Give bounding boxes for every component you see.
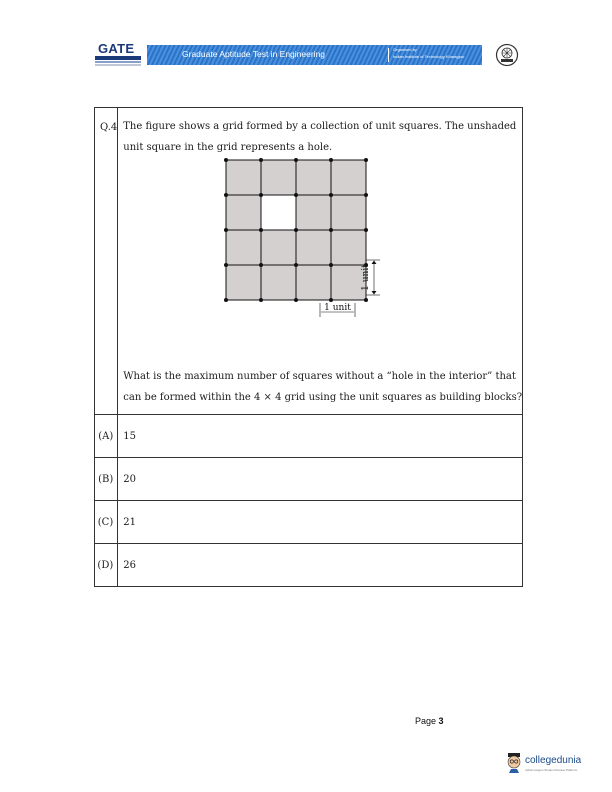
option-value: 15	[123, 430, 136, 442]
grid-hole-cell	[261, 195, 296, 230]
unit-label-vertical: 1 unit	[361, 264, 372, 291]
option-value: 26	[123, 559, 136, 571]
question-row	[95, 108, 523, 415]
question-text-line: The figure shows a grid formed by a collection of unit squares. The unshaded	[123, 121, 517, 132]
grid-cell	[296, 230, 331, 265]
grid-vertex-dot	[329, 263, 333, 267]
grid-vertex-dot	[364, 228, 368, 232]
grid-vertex-dot	[294, 263, 298, 267]
gate-logo	[95, 42, 145, 68]
unit-label-horizontal: 1 unit	[324, 303, 352, 313]
collegedunia-logo	[506, 752, 596, 782]
grid-vertex-dot	[294, 298, 298, 302]
grid-vertex-dot	[329, 298, 333, 302]
banner-title: Graduate Aptitude Test in Engineering	[182, 49, 326, 59]
question-text-line: What is the maximum number of squares without a “hole in the interior” that	[123, 371, 516, 382]
grid-cell	[261, 230, 296, 265]
grid-vertex-dot	[224, 263, 228, 267]
grid-cell	[226, 160, 261, 195]
page-header	[95, 42, 520, 68]
question-text-line: unit square in the grid represents a hole.	[123, 142, 333, 153]
grid-cell	[226, 230, 261, 265]
option-label: (D)	[97, 559, 114, 571]
option-value: 20	[123, 473, 136, 485]
grid-vertex-dot	[329, 193, 333, 197]
grid-cell	[296, 160, 331, 195]
iit-emblem-icon	[495, 43, 519, 67]
question-table	[94, 107, 523, 587]
question-body	[118, 108, 523, 415]
mascot-icon	[506, 752, 522, 774]
grid-vertex-dot	[224, 158, 228, 162]
gate-logo-text: GATE	[98, 41, 135, 56]
option-label: (B)	[98, 473, 114, 485]
grid-cell	[261, 160, 296, 195]
grid-vertex-dot	[259, 263, 263, 267]
grid-vertex-dot	[364, 193, 368, 197]
grid-cell	[296, 265, 331, 300]
grid-vertex-dot	[294, 158, 298, 162]
grid-vertex-dot	[294, 193, 298, 197]
option-label: (C)	[97, 516, 114, 528]
grid-cell	[331, 160, 366, 195]
organized-by-label: Organised by	[393, 47, 417, 52]
organizer-name: Indian Institute of Technology Kharagpur	[393, 54, 465, 59]
grid-cell	[226, 195, 261, 230]
grid-vertex-dot	[259, 158, 263, 162]
option-row-c[interactable]	[95, 501, 523, 544]
option-row-b[interactable]	[95, 458, 523, 501]
grid-vertex-dot	[364, 158, 368, 162]
brand-tagline: India's largest Student Review Platform	[525, 768, 578, 772]
grid-cell	[226, 265, 261, 300]
grid-vertex-dot	[259, 298, 263, 302]
grid-cell	[331, 195, 366, 230]
option-row-d[interactable]	[95, 544, 523, 587]
grid-cell	[296, 195, 331, 230]
grid-vertex-dot	[329, 158, 333, 162]
grid-figure-svg	[212, 158, 412, 364]
grid-vertex-dot	[224, 228, 228, 232]
grid-vertex-dot	[224, 298, 228, 302]
question-text-line: can be formed within the 4 × 4 grid using the unit squares as building blocks?	[123, 392, 523, 403]
option-label: (A)	[98, 430, 114, 442]
grid-vertex-dot	[259, 193, 263, 197]
header-banner	[147, 45, 482, 65]
question-number: Q.4	[100, 122, 118, 133]
grid-cell	[331, 230, 366, 265]
option-row-a[interactable]	[95, 415, 523, 458]
grid-vertex-dot	[224, 193, 228, 197]
grid-cell	[261, 265, 296, 300]
grid-vertex-dot	[364, 298, 368, 302]
option-value: 21	[123, 516, 136, 528]
grid-vertex-dot	[259, 228, 263, 232]
brand-name: collegedunia	[525, 755, 582, 766]
page-number: Page 3	[415, 716, 444, 726]
grid-vertex-dot	[294, 228, 298, 232]
grid-figure	[118, 158, 522, 366]
grid-vertex-dot	[329, 228, 333, 232]
